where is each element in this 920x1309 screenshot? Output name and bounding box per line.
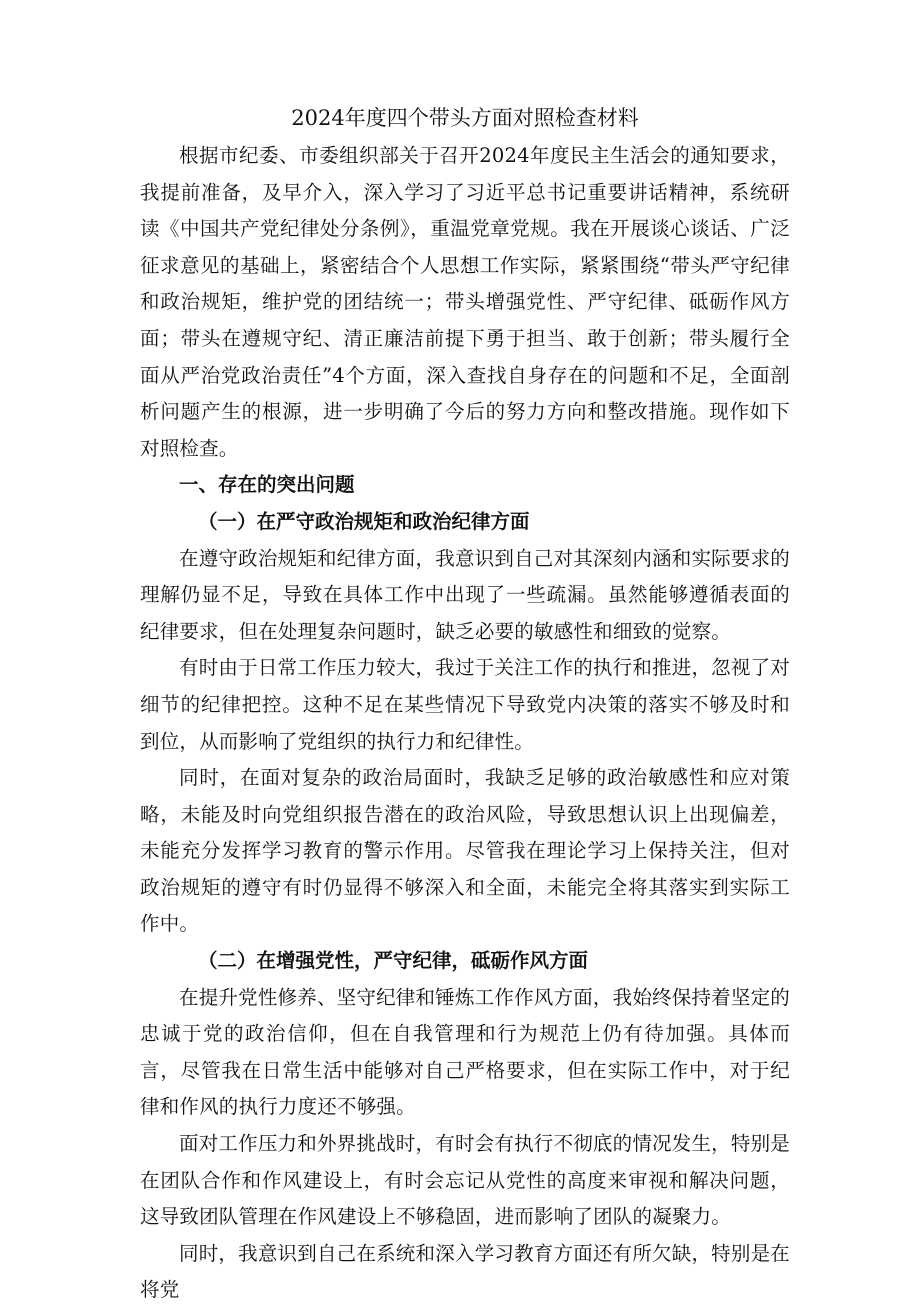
- paragraph: 有时由于日常工作压力较大，我过于关注工作的执行和推进，忽视了对细节的纪律把控。这种不足在某些情况下导致党内决策的落实不够及时和到位，从而影响了党组织的执行力和纪律性。: [140, 656, 790, 753]
- paragraph: 同时，我意识到自己在系统和深入学习教育方面还有所欠缺，特别是在将党: [140, 1241, 790, 1302]
- document-page: [140, 98, 790, 1309]
- paragraph: 面对工作压力和外界挑战时，有时会有执行不彻底的情况发生，特别是在团队合作和作风建设上，有时会忘记从党性的高度来审视和解决问题，这导致团队管理在作风建设上不够稳固，进而影响了团队的凝聚力。: [140, 1132, 790, 1229]
- paragraph: 在提升党性修养、坚守纪律和锤炼工作作风方面，我始终保持着坚定的忠诚于党的政治信仰，但在自我管理和行为规范上仍有待加强。具体而言，尽管我在日常生活中能够对自己严格要求，但在实际工作中，对于纪律和作风的执行力度还不够强。: [140, 985, 790, 1119]
- intro-paragraph: 根据市纪委、市委组织部关于召开2024年度民主生活会的通知要求，我提前准备，及早介入，深入学习了习近平总书记重要讲话精神，系统研读《中国共产党纪律处分条例》，重温党章党规。我在开展谈心谈话、广泛征求意见的基础上，紧密结合个人思想工作实际，紧紧围绕“带头严守纪律和政治规矩，维护党的团结统一；带头增强党性、严守纪律、砥砺作风方面；带头在遵规守纪、清正廉洁前提下勇于担当、敢于创新；带头履行全面从严治党政治责任”4个方面，深入查找自身存在的问题和不足，全面剖析问题产生的根源，进一步明确了今后的努力方向和整改措施。现作如下对照检查。: [140, 144, 790, 460]
- document-title: 2024年度四个带头方面对照检查材料: [291, 106, 639, 130]
- section-heading-problems: 一、存在的突出问题: [179, 473, 355, 497]
- subsection-heading-party-spirit: （二）在增强党性，严守纪律，砥砺作风方面: [198, 949, 589, 973]
- subsection-heading-political-discipline: （一）在严守政治规矩和政治纪律方面: [198, 509, 530, 533]
- paragraph: 在遵守政治规矩和纪律方面，我意识到自己对其深刻内涵和实际要求的理解仍显不足，导致在具体工作中出现了一些疏漏。虽然能够遵循表面的纪律要求，但在处理复杂问题时，缺乏必要的敏感性和细致的觉察。: [140, 546, 790, 643]
- paragraph: 同时，在面对复杂的政治局面时，我缺乏足够的政治敏感性和应对策略，未能及时向党组织报告潜在的政治风险，导致思想认识上出现偏差，未能充分发挥学习教育的警示作用。尽管我在理论学习上保持关注，但对政治规矩的遵守有时仍显得不够深入和全面，未能完全将其落实到实际工作中。: [140, 766, 790, 936]
